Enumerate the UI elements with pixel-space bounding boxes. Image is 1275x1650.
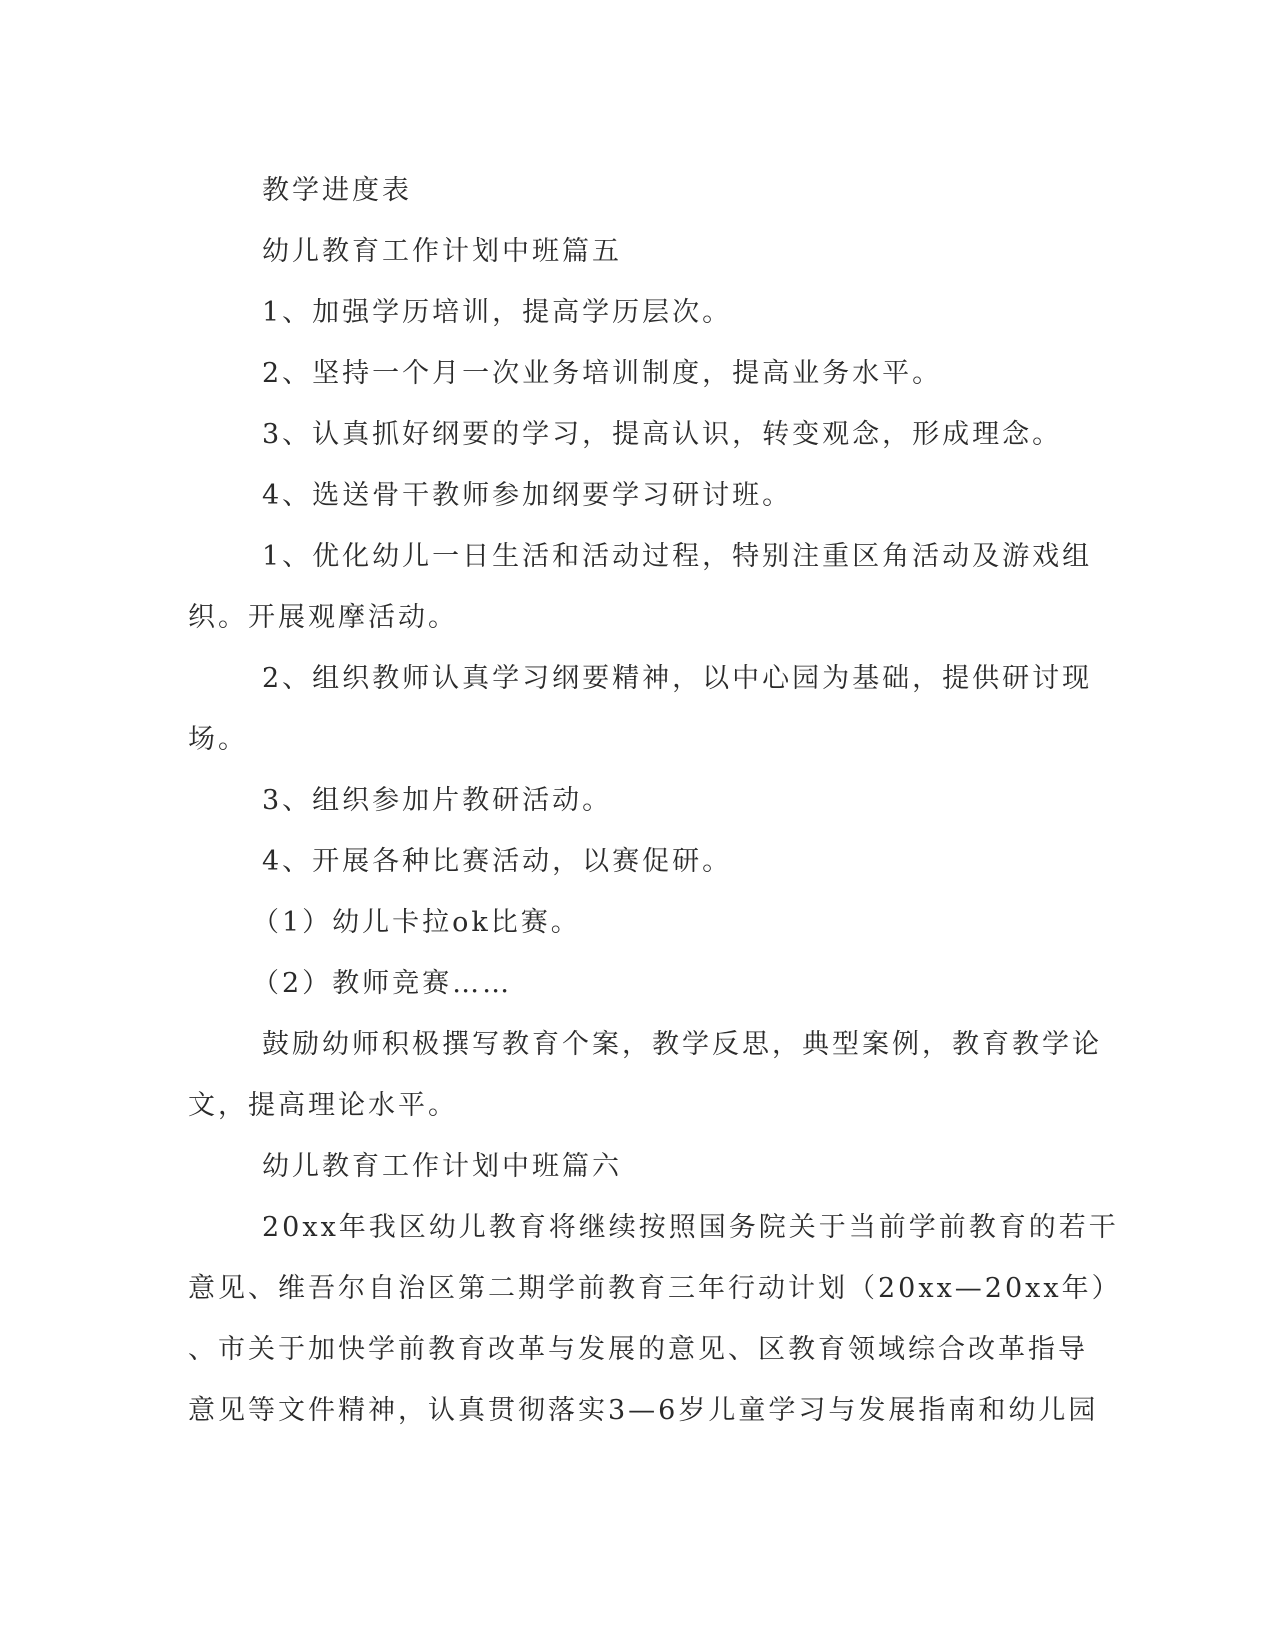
paragraph-line: 4、选送骨干教师参加纲要学习研讨班。 [262,480,793,511]
paragraph-line: 3、认真抓好纲要的学习，提高认识，转变观念，形成理念。 [262,419,1063,450]
paragraph-line: 织。开展观摩活动。 [188,602,458,633]
section-title-6: 幼儿教育工作计划中班篇六 [262,1151,622,1182]
heading-schedule: 教学进度表 [262,175,412,206]
paragraph-line: 2、组织教师认真学习纲要精神，以中心园为基础，提供研讨现 [262,663,1093,694]
paragraph-line: 1、优化幼儿一日生活和活动过程，特别注重区角活动及游戏组 [262,541,1093,572]
paragraph-line: 意见等文件精神，认真贯彻落实3—6岁儿童学习与发展指南和幼儿园 [188,1395,1099,1426]
paragraph-line: 文，提高理论水平。 [188,1090,458,1121]
paragraph-line: 4、开展各种比赛活动，以赛促研。 [262,846,733,877]
paragraph-line: 3、组织参加片教研活动。 [262,785,613,816]
section-title-5: 幼儿教育工作计划中班篇五 [262,236,622,267]
paragraph-line: 1、加强学历培训，提高学历层次。 [262,297,733,328]
paragraph-line: 2、坚持一个月一次业务培训制度，提高业务水平。 [262,358,943,389]
paragraph-line: （2）教师竞赛…… [252,968,513,999]
paragraph-line: 意见、维吾尔自治区第二期学前教育三年行动计划（20xx—20xx年） [188,1273,1122,1304]
paragraph-line: 20xx年我区幼儿教育将继续按照国务院关于当前学前教育的若干 [262,1212,1119,1243]
paragraph-line: 鼓励幼师积极撰写教育个案，教学反思，典型案例，教育教学论 [262,1029,1102,1060]
paragraph-line: 、市关于加快学前教育改革与发展的意见、区教育领域综合改革指导 [188,1334,1088,1365]
document-body [188,160,1122,1441]
paragraph-line: （1）幼儿卡拉ok比赛。 [252,907,581,938]
paragraph-line: 场。 [188,724,248,755]
